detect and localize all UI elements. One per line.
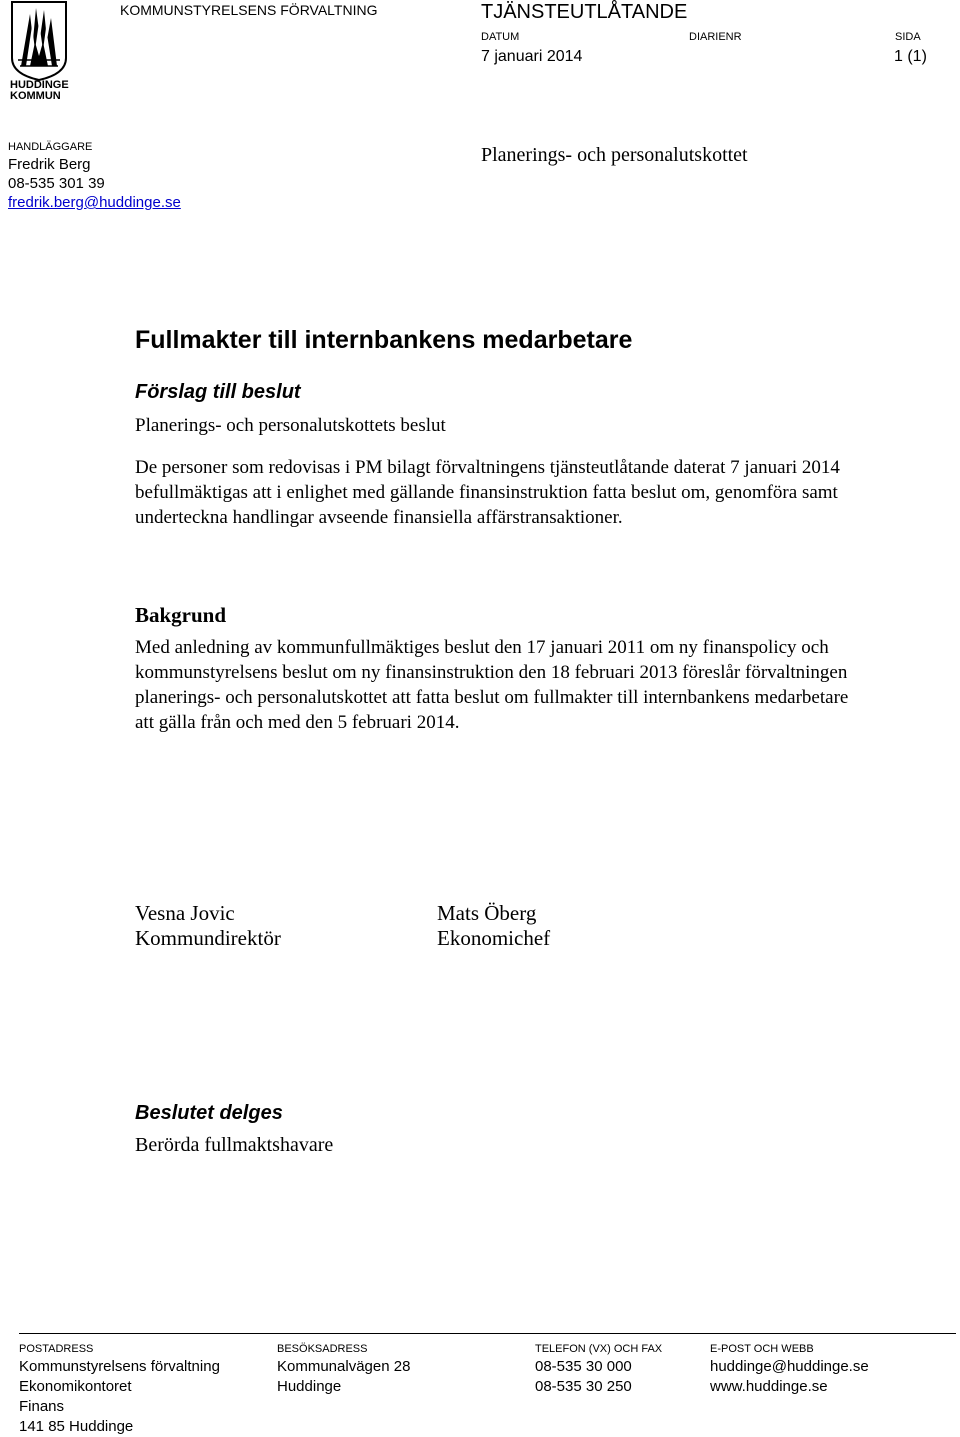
logo-line-1: HUDDINGE xyxy=(10,79,69,91)
sida-label: SIDA xyxy=(895,31,921,43)
footer-line: 08-535 30 000 xyxy=(535,1358,632,1375)
sida-value: 1 (1) xyxy=(894,48,927,65)
footer-email-link[interactable]: huddinge@huddinge.se xyxy=(710,1358,869,1375)
handler-block xyxy=(8,139,181,212)
handler-name: Fredrik Berg xyxy=(8,156,91,173)
delges-text: Berörda fullmaktshavare xyxy=(135,1134,334,1156)
logo-text xyxy=(10,80,69,102)
handler-phone: 08-535 301 39 xyxy=(8,175,105,192)
footer-line: 141 85 Huddinge xyxy=(19,1418,134,1435)
date-label: DATUM xyxy=(481,31,520,43)
footer-visit-address xyxy=(277,1357,410,1397)
date-value: 7 januari 2014 xyxy=(481,48,583,65)
handler-label: HANDLÄGGARE xyxy=(8,141,93,153)
footer-post-address xyxy=(19,1357,220,1437)
huddinge-logo xyxy=(8,0,70,104)
delges-heading: Beslutet delges xyxy=(135,1102,283,1124)
signature-name: Mats Öberg xyxy=(437,901,537,925)
diarienr-label: DIARIENR xyxy=(689,31,742,43)
footer-web-links xyxy=(710,1357,869,1397)
proposal-heading: Förslag till beslut xyxy=(135,381,301,403)
signature-title: Kommundirektör xyxy=(135,926,281,950)
org-name: KOMMUNSTYRELSENS FÖRVALTNING xyxy=(120,2,378,18)
footer-line: Huddinge xyxy=(277,1378,342,1395)
footer-line: Ekonomikontoret xyxy=(19,1378,132,1395)
recipient: Planerings- och personalutskottet xyxy=(481,144,748,166)
footer-visit-label: BESÖKSADRESS xyxy=(277,1343,368,1355)
footer-web-label: E-POST OCH WEBB xyxy=(710,1343,814,1355)
footer-phone-numbers xyxy=(535,1357,632,1397)
logo-line-2: KOMMUN xyxy=(10,90,61,102)
footer-phone-label: TELEFON (VX) OCH FAX xyxy=(535,1343,663,1355)
footer-website-link[interactable]: www.huddinge.se xyxy=(710,1378,828,1395)
footer-line: Finans xyxy=(19,1398,65,1415)
background-heading: Bakgrund xyxy=(135,603,227,627)
document-title: Fullmakter till internbankens medarbetare xyxy=(135,326,633,354)
signature-1 xyxy=(135,901,281,951)
footer-line: Kommunstyrelsens förvaltning xyxy=(19,1358,220,1375)
footer-line: Kommunalvägen 28 xyxy=(277,1358,411,1375)
signature-2 xyxy=(437,901,550,951)
background-text: Med anledning av kommunfullmäktiges beslut den 17 januari 2011 om ny finanspolicy och kommunstyrelsens beslut om ny finansinstruktion den 18 februari 2013 föreslår förvaltningen planerings- och personalutskottet att fatta beslut om fullmakter till internbankens medarbetare att gälla från och med den 5 februari 2014. xyxy=(135,637,849,733)
footer-line: 08-535 30 250 xyxy=(535,1378,632,1395)
doc-type: TJÄNSTEUTLÅTANDE xyxy=(481,1,688,23)
footer-post-label: POSTADRESS xyxy=(19,1343,94,1355)
signature-title: Ekonomichef xyxy=(437,926,551,950)
decision-line: Planerings- och personalutskottets beslut xyxy=(135,415,446,436)
footer-divider xyxy=(19,1333,956,1334)
decision-text: De personer som redovisas i PM bilagt förvaltningens tjänsteutlåtande daterat 7 januari 2014 befullmäktigas att i enlighet med gällande finansinstruktion fatta beslut om, genomföra samt underteckna handlingar avseende finansiella affärstransaktioner. xyxy=(135,457,840,528)
handler-email-link[interactable]: fredrik.berg@huddinge.se xyxy=(8,194,181,211)
signature-name: Vesna Jovic xyxy=(135,901,235,925)
